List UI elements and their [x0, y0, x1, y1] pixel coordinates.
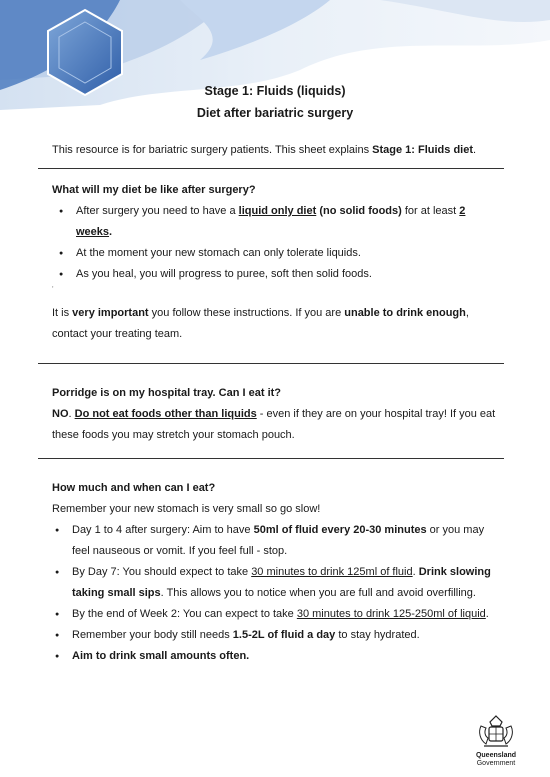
queensland-government-logo — [470, 712, 522, 772]
coat-of-arms-icon — [476, 712, 516, 752]
lead-text: Remember your new stomach is very small so go slow! — [52, 503, 321, 515]
list-item: ● After surgery you need to have a liquid only diet (no solid foods) for at least 2 weeks. — [56, 201, 504, 243]
page-title: Stage 1: Fluids (liquids) — [204, 84, 346, 98]
list-item: ● Aim to drink small amounts often. — [52, 646, 504, 667]
list-item: ● Remember your body still needs 1.5-2L of fluid a day to stay hydrated. — [52, 625, 504, 646]
bullet-list — [52, 201, 504, 285]
page-subtitle: Diet after bariatric surgery — [196, 106, 354, 120]
section-heading: How much and when can I eat? — [52, 482, 216, 494]
porridge-answer: NO. Do not eat foods other than liquids - even if they are on your hospital tray! If you eat these foods you may stretch your stomach pouch. — [52, 408, 496, 441]
logo-line-2: Government — [476, 760, 516, 767]
section-how-much — [38, 459, 504, 671]
stray-mark: ' — [52, 285, 54, 294]
document-body — [38, 140, 504, 671]
list-item: ● At the moment your new stomach can only tolerate liquids. — [56, 243, 504, 264]
section-porridge — [38, 364, 504, 450]
list-item: ● By Day 7: You should expect to take 30 minutes to drink 125ml of fluid. Drink slowing taking small sips. This allows you to notice when you are full and avoid overfilling. — [52, 562, 504, 604]
list-item: ● As you heal, you will progress to puree, soft then solid foods. — [56, 264, 504, 285]
list-item: ● Day 1 to 4 after surgery: Aim to have 50ml of fluid every 20-30 minutes or you may feel nauseous or vomit. If you feel full - stop. — [52, 520, 504, 562]
logo-line-1: Queensland — [475, 752, 517, 759]
bullet-list — [52, 520, 504, 667]
section-diet-after-surgery — [38, 169, 504, 349]
title-block — [0, 80, 550, 124]
section-heading: What will my diet be like after surgery? — [52, 184, 256, 196]
section-heading: Porridge is on my hospital tray. Can I eat it? — [52, 387, 282, 399]
important-note: It is very important you follow these instructions. If you are unable to drink enough, contact your treating team. — [52, 307, 469, 340]
list-item: ● By the end of Week 2: You can expect to take 30 minutes to drink 125-250ml of liquid. — [52, 604, 504, 625]
intro-text: This resource is for bariatric surgery patients. This sheet explains Stage 1: Fluids diet. — [52, 144, 477, 156]
